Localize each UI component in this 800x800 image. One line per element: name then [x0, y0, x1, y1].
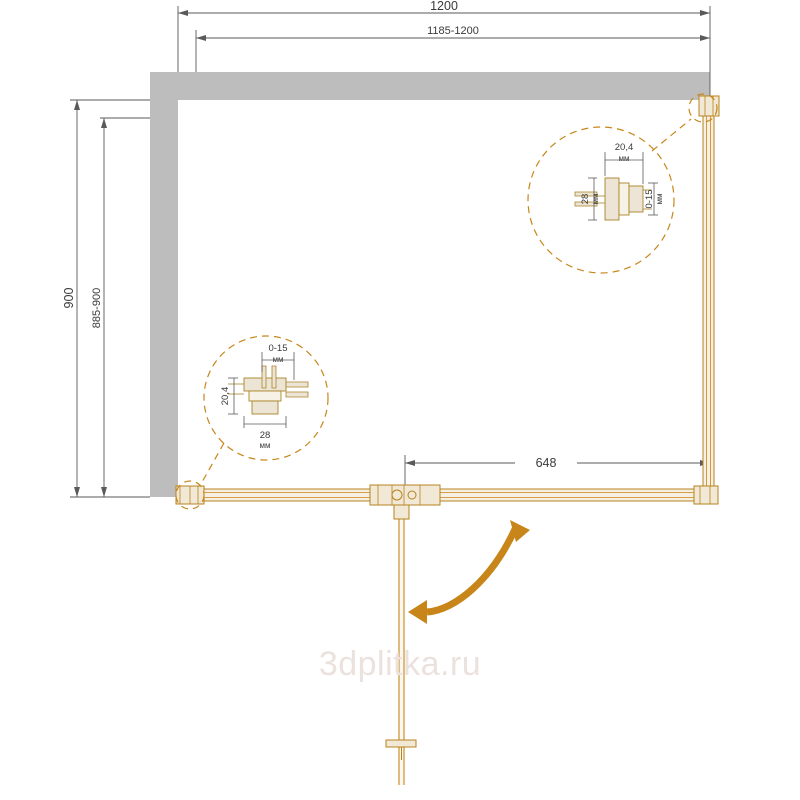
dim-left-range: 885-900	[91, 287, 103, 329]
detail-bl-width-unit: мм	[259, 441, 271, 450]
left-wall	[150, 72, 178, 497]
detail-bl-gap: 0-15	[268, 343, 288, 354]
detail-bl-width: 28	[259, 430, 271, 441]
door-swing-arrow	[408, 520, 530, 624]
door-leaf	[386, 505, 416, 785]
dim-top-overall: 1200	[430, 0, 458, 13]
detail-tr-width: 20,4	[614, 142, 634, 153]
detail-tr-gap-unit: мм	[655, 193, 664, 205]
door-handle	[386, 740, 416, 747]
dim-door-opening: 648	[535, 456, 557, 470]
detail-tr-height: 28	[580, 193, 591, 205]
dim-left-overall: 900	[62, 287, 76, 309]
detail-tr-gap: 0-15	[644, 189, 655, 209]
detail-tr-height-unit: мм	[591, 193, 600, 205]
detail-bl-gap-unit: мм	[272, 355, 284, 364]
bottom-rail-profile	[178, 489, 708, 501]
door-top-connector	[394, 505, 409, 519]
bottom-left-fitting	[176, 486, 204, 504]
detail-tr-width-unit: мм	[618, 154, 630, 163]
top-wall	[150, 72, 710, 100]
dim-top-range: 1185-1200	[427, 25, 479, 37]
door-hinge-block	[370, 485, 440, 505]
watermark: 3dplitka.ru	[318, 645, 482, 683]
right-vertical-profile	[703, 100, 714, 492]
detail-bl-height: 20,4	[220, 386, 231, 406]
left-dimensions	[70, 100, 150, 497]
bottom-right-fitting	[694, 486, 718, 504]
